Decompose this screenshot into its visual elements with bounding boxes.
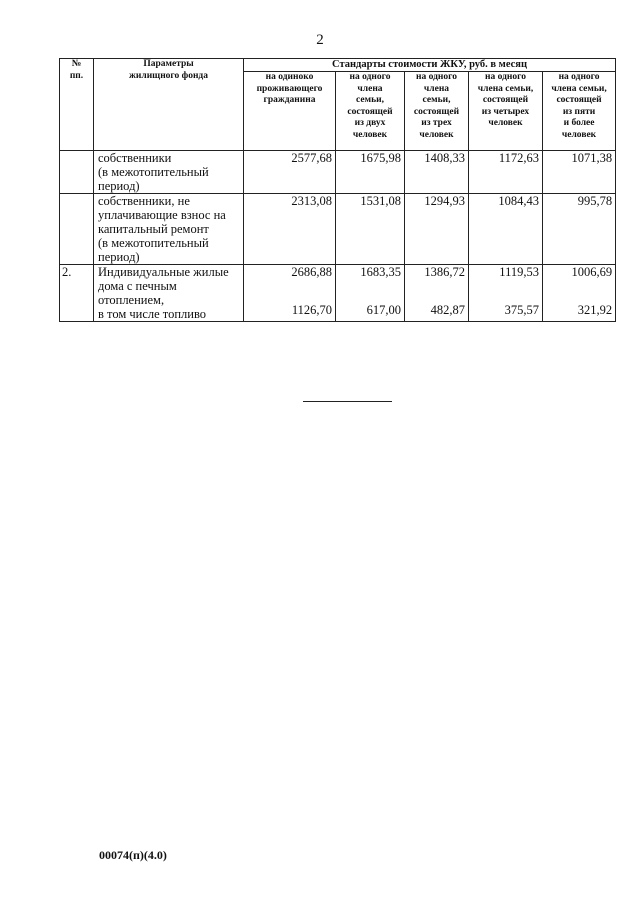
- header-col-3: на одного члена семьи, состоящей из трех человек: [405, 72, 469, 151]
- row-number: [60, 194, 94, 265]
- value-cell: 1531,08: [336, 194, 405, 265]
- total-value: 1683,35: [360, 265, 401, 279]
- row-param: собственники, не уплачивающие взнос на капитальный ремонт (в межотопительный период): [94, 194, 244, 265]
- header-col-1: на одиноко проживающего гражданина: [244, 72, 336, 151]
- header-num: № пп.: [60, 59, 94, 151]
- closing-rule: [303, 401, 392, 402]
- fuel-value: 375,57: [504, 303, 539, 317]
- total-value: 1006,69: [571, 265, 613, 279]
- value-cell: 1675,98: [336, 151, 405, 194]
- value-cell: [405, 265, 469, 322]
- value-cell: 2577,68: [244, 151, 336, 194]
- total-value: 1119,53: [499, 265, 539, 279]
- total-value: 2686,88: [291, 265, 332, 279]
- value-cell: 1294,93: [405, 194, 469, 265]
- table-header-row: [60, 59, 616, 72]
- fuel-value: 321,92: [577, 303, 613, 317]
- total-value: 1386,72: [424, 265, 465, 279]
- value-cell: 1071,38: [543, 151, 616, 194]
- header-col-5: на одного члена семьи, состоящей из пяти и более человек: [543, 72, 616, 151]
- value-cell: 1172,63: [469, 151, 543, 194]
- row-number: 2.: [60, 265, 94, 322]
- row-param: Индивидуальные жилые дома с печным отоплением, в том числе топливо: [94, 265, 244, 322]
- document-code: 00074(п)(4.0): [99, 848, 167, 862]
- header-col-4: на одного члена семьи, состоящей из четырех человек: [469, 72, 543, 151]
- value-cell: [543, 265, 616, 322]
- row-param: собственники (в межотопительный период): [94, 151, 244, 194]
- row-number: [60, 151, 94, 194]
- value-cell: [469, 265, 543, 322]
- fuel-value: 1126,70: [291, 303, 332, 317]
- table-row: [60, 194, 616, 265]
- value-cell: 2313,08: [244, 194, 336, 265]
- value-cell: 995,78: [543, 194, 616, 265]
- fuel-value: 482,87: [430, 303, 465, 317]
- value-cell: [244, 265, 336, 322]
- value-cell: 1408,33: [405, 151, 469, 194]
- value-cell: 1084,43: [469, 194, 543, 265]
- table-row: [60, 151, 616, 194]
- page-number: 2: [316, 32, 324, 48]
- header-col-2: на одного члена семьи, состоящей из двух человек: [336, 72, 405, 151]
- header-group: Стандарты стоимости ЖКУ, руб. в месяц: [244, 59, 616, 72]
- cost-standards-table: [59, 58, 616, 322]
- value-cell: [336, 265, 405, 322]
- header-param: Параметры жилищного фонда: [94, 59, 244, 151]
- fuel-value: 617,00: [366, 303, 401, 317]
- table-row: [60, 265, 616, 322]
